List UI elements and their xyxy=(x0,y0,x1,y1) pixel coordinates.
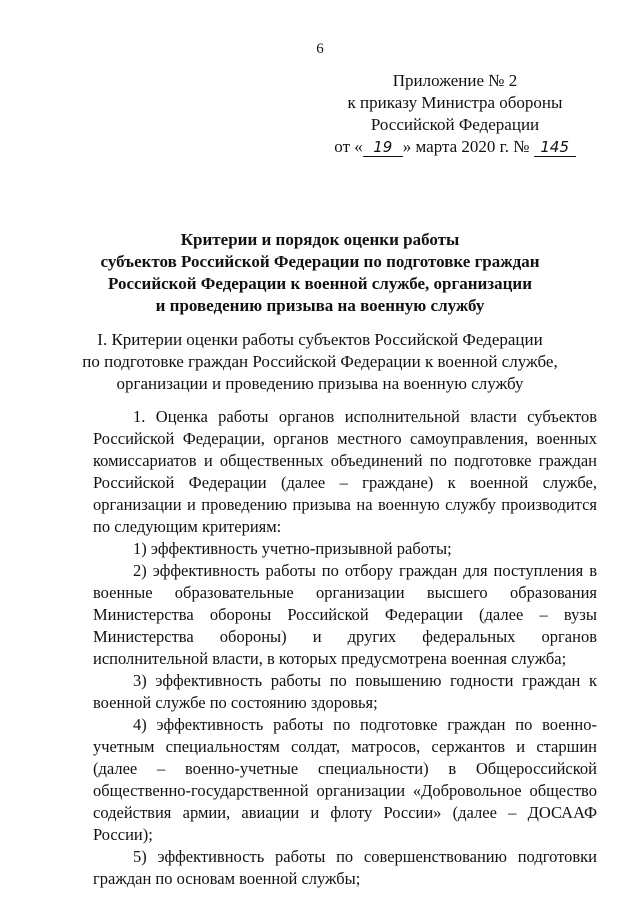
order-number-handwritten: 145 xyxy=(534,139,576,157)
date-day-handwritten: 19 xyxy=(363,139,403,157)
title-line: Критерии и порядок оценки работы xyxy=(180,230,460,249)
list-item-2: 2) эффективность работы по отбору граждан для поступления в военные образовательные организации высшего образования Министерства обороны Российской Федерации (далее – вузы Министерства обороны) и других федеральных органов исполнительной власти, в которых предусмотрена военная служба; xyxy=(93,561,597,668)
date-middle: » марта 2020 г. № xyxy=(402,137,530,156)
list-item-4: 4) эффективность работы по подготовке граждан по военно-учетным специальностям солдат, матросов, сержантов и старшин (далее – военно-учетные специальности) в Общероссийской общественно-государственной организации «Добровольное общество содействия армии, авиации и флоту России» (далее – ДОСААФ России); xyxy=(93,715,597,844)
body-text xyxy=(93,406,597,890)
list-item-5: 5) эффективность работы по совершенствованию подготовки граждан по основам военной службы; xyxy=(93,847,597,888)
appendix-header xyxy=(330,70,580,158)
section-heading-line: I. Критерии оценки работы субъектов Российской Федерации xyxy=(97,330,543,349)
section-heading-line: по подготовке граждан Российской Федерации к военной службе, xyxy=(82,352,558,371)
document-title xyxy=(60,229,580,317)
section-heading xyxy=(60,329,580,395)
appendix-order-ref: к приказу Министра обороны xyxy=(347,93,563,112)
title-line: и проведению призыва на военную службу xyxy=(155,296,485,315)
appendix-country: Российской Федерации xyxy=(370,115,540,134)
title-line: субъектов Российской Федерации по подготовке граждан xyxy=(100,252,540,271)
list-item-1: 1) эффективность учетно-призывной работы; xyxy=(133,539,452,558)
appendix-date-line xyxy=(330,136,580,158)
page-number: 6 xyxy=(316,41,324,57)
date-prefix: от « xyxy=(334,137,363,156)
appendix-label: Приложение № 2 xyxy=(392,71,518,90)
list-item-3: 3) эффективность работы по повышению годности граждан к военной службе по состоянию здоровья; xyxy=(93,671,597,712)
title-line: Российской Федерации к военной службе, организации xyxy=(107,274,532,293)
section-heading-line: организации и проведению призыва на военную службу xyxy=(116,374,524,393)
paragraph-intro: 1. Оценка работы органов исполнительной власти субъектов Российской Федерации, органов местного самоуправления, военных комиссариатов и общественных объединений по подготовке граждан Российской Федерации (далее – граждане) к военной службе, организации и проведению призыва на военную службу производится по следующим критериям: xyxy=(93,407,597,536)
